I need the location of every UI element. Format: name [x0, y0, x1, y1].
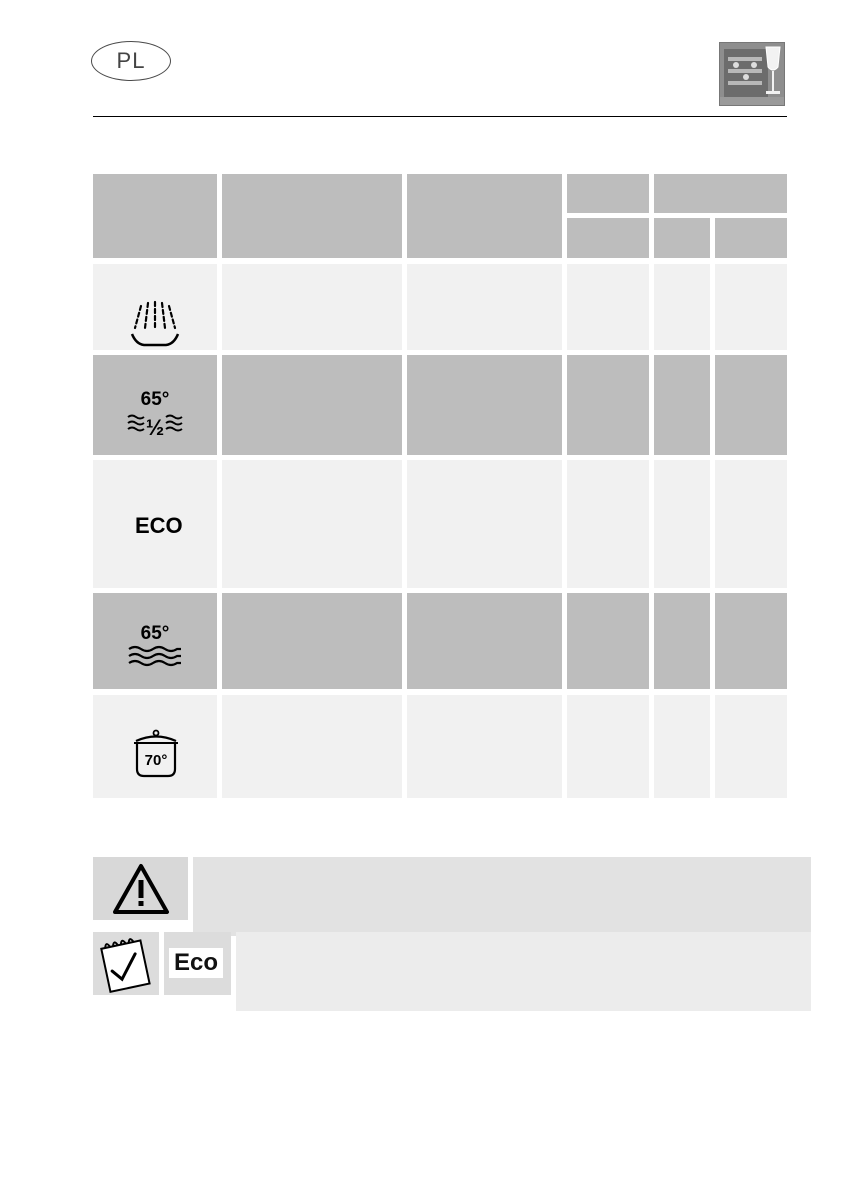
table-row-1-cell-1: [222, 264, 402, 350]
table-row-1-cell-4: [654, 264, 710, 350]
dishwasher-glass-icon: [719, 42, 785, 106]
warning-triangle-icon: [112, 863, 170, 915]
table-row-2-icon-cell: [93, 355, 217, 455]
table-row-4-cell-3: [567, 593, 649, 689]
table-row-2-cell-1: [222, 355, 402, 455]
table-row-5-cell-1: [222, 695, 402, 798]
svg-text:65°: 65°: [140, 389, 170, 410]
table-row-3-cell-1: [222, 460, 402, 588]
table-row-3-icon-cell: [93, 460, 217, 588]
table-header-2: [407, 174, 562, 258]
table-header-icon: [93, 174, 217, 258]
table-row-1-icon-cell: [93, 264, 217, 350]
warning-text: [193, 857, 811, 936]
notepad-check-icon: [97, 934, 155, 994]
table-row-4-cell-2: [407, 593, 562, 689]
table-header-1: [222, 174, 402, 258]
warning-icon-box: [93, 857, 188, 920]
eco-icon: ECO: [135, 513, 183, 538]
table-row-2-cell-5: [715, 355, 787, 455]
prewash-spray-icon: [130, 298, 180, 348]
table-subheader-1: [567, 218, 649, 258]
table-row-2-cell-4: [654, 355, 710, 455]
svg-text:70°: 70°: [144, 752, 168, 769]
table-row-4-cell-4: [654, 593, 710, 689]
svg-text:65°: 65°: [140, 623, 170, 644]
table-row-5-icon-cell: [93, 695, 217, 798]
svg-text:½: ½: [145, 415, 165, 440]
table-row-3-cell-4: [654, 460, 710, 588]
header-rule: [93, 116, 787, 117]
eco-label: Eco: [169, 948, 223, 978]
notepad-icon-box: [93, 932, 159, 995]
table-row-4-icon-cell: [93, 593, 217, 689]
table-row-5-cell-5: [715, 695, 787, 798]
table-row-1-cell-3: [567, 264, 649, 350]
language-badge: PL: [91, 41, 171, 81]
table-row-3-cell-2: [407, 460, 562, 588]
normal-65-icon: [127, 619, 183, 669]
table-row-2-cell-3: [567, 355, 649, 455]
half-load-65-icon: [126, 385, 184, 443]
table-row-2-cell-2: [407, 355, 562, 455]
table-subheader-2: [654, 218, 710, 258]
table-row-1-cell-5: [715, 264, 787, 350]
table-row-3-cell-5: [715, 460, 787, 588]
table-row-3-cell-3: [567, 460, 649, 588]
table-row-4-cell-1: [222, 593, 402, 689]
intensive-pot-70-icon: [131, 729, 181, 779]
table-subheader-3: [715, 218, 787, 258]
table-row-4-cell-5: [715, 593, 787, 689]
table-row-5-cell-3: [567, 695, 649, 798]
table-row-1-cell-2: [407, 264, 562, 350]
table-row-5-cell-2: [407, 695, 562, 798]
eco-note-text: [236, 932, 811, 1011]
table-row-5-cell-4: [654, 695, 710, 798]
table-header-4: [654, 174, 787, 213]
table-header-3: [567, 174, 649, 213]
